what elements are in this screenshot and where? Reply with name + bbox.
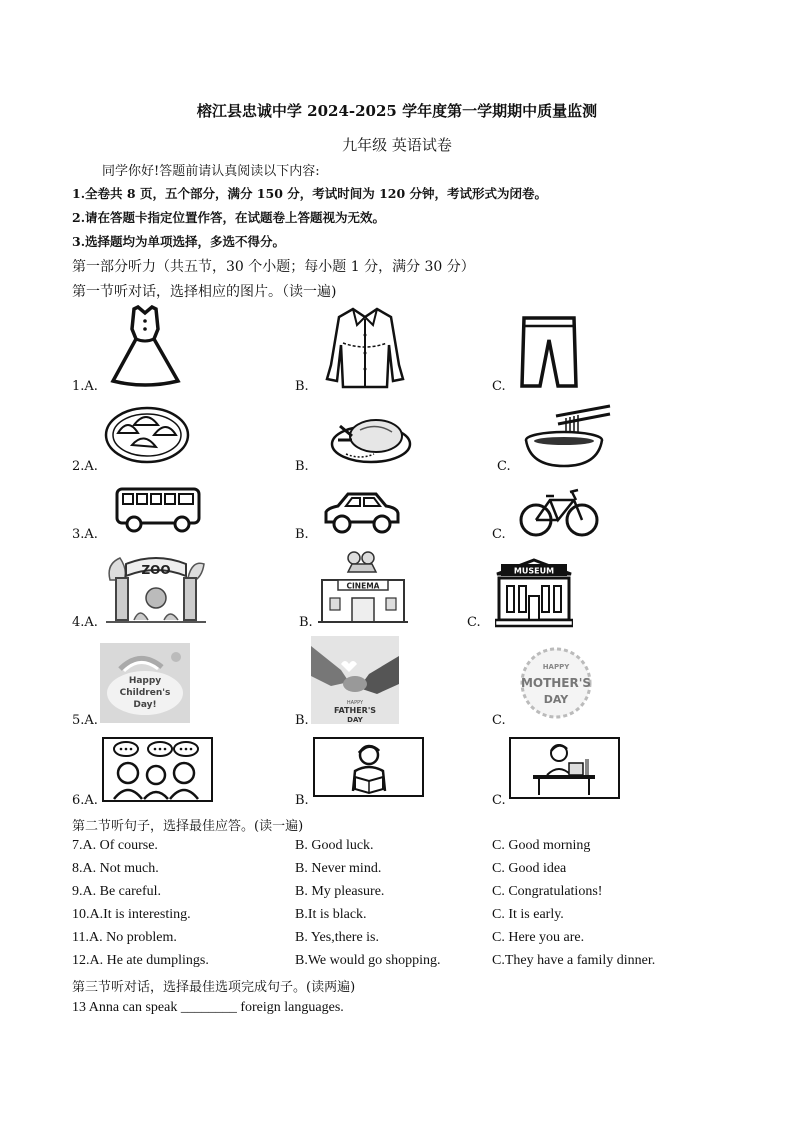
section3-title: 第三节听对话，选择最佳选项完成句子。(读两遍) <box>72 980 356 995</box>
mothers-day-text-3: DAY <box>543 693 569 706</box>
shirt-icon <box>325 305 405 389</box>
boy-reading-icon <box>313 737 424 797</box>
rule-1: 1.全卷共 8 页，五个部分，满分 150 分，考试时间为 120 分钟，考试形式为闭卷。 <box>72 186 548 201</box>
car-icon <box>322 488 402 536</box>
boy-computer-icon <box>509 737 620 799</box>
q1-label-a: 1.A. <box>72 379 98 394</box>
q1-label-b: B. <box>295 379 309 394</box>
q2-label-a: 2.A. <box>72 459 98 474</box>
childrens-day-text-3: Day! <box>133 700 157 710</box>
noodles-icon <box>522 402 612 468</box>
q1-label-c: C. <box>492 379 506 394</box>
bicycle-icon <box>518 486 600 538</box>
trousers-icon <box>518 314 580 388</box>
q11-option-a: 11.A. No problem. <box>72 930 177 945</box>
roast-chicken-icon <box>330 410 412 466</box>
part1-title: 第一部分听力（共五节，30 个小题；每小题 1 分，满分 30 分） <box>72 259 475 275</box>
q10-option-a: 10.A.It is interesting. <box>72 907 191 922</box>
section2-title: 第二节听句子，选择最佳应答。(读一遍) <box>72 819 304 834</box>
fathers-day-icon <box>311 636 399 724</box>
childrens-day-icon <box>100 643 190 723</box>
talking-group-icon <box>102 737 213 802</box>
fathers-day-text-3: DAY <box>347 716 363 724</box>
fathers-day-text-2: FATHER'S <box>333 706 377 715</box>
rule-3: 3.选择题均为单项选择，多选不得分。 <box>72 234 286 249</box>
q3-label-c: C. <box>492 527 506 542</box>
q10-option-c: C. It is early. <box>492 907 564 922</box>
q2-label-c: C. <box>497 459 511 474</box>
q13-text: 13 Anna can speak ________ foreign languages. <box>72 1000 344 1015</box>
cinema-icon <box>318 550 408 626</box>
bus-icon <box>114 486 202 534</box>
exam-subtitle: 九年级 英语试卷 <box>342 136 452 154</box>
q7-option-a: 7.A. Of course. <box>72 838 158 853</box>
zoo-sign-text: ZOO <box>141 563 171 577</box>
q11-option-b: B. Yes,there is. <box>295 930 380 945</box>
q8-option-c: C. Good idea <box>492 861 567 876</box>
q10-option-b: B.It is black. <box>295 907 367 922</box>
museum-sign-text: MUSEUM <box>513 566 555 576</box>
q9-option-a: 9.A. Be careful. <box>72 884 162 899</box>
q3-label-a: 3.A. <box>72 527 98 542</box>
q7-option-b: B. Good luck. <box>295 838 374 853</box>
cinema-sign-text: CINEMA <box>346 581 380 591</box>
q3-label-b: B. <box>295 527 309 542</box>
childrens-day-text-1: Happy <box>128 676 162 686</box>
dumplings-icon <box>104 403 190 465</box>
exam-title: 榕江县忠诚中学 2024-2025 学年度第一学期期中质量监测 <box>196 102 598 120</box>
mothers-day-icon <box>516 645 596 721</box>
q6-label-a: 6.A. <box>72 793 98 808</box>
q5-label-c: C. <box>492 713 506 728</box>
childrens-day-text-2: Children's <box>119 688 171 698</box>
notice: 同学你好!答题前请认真阅读以下内容: <box>102 164 320 179</box>
mothers-day-text-2: MOTHER'S <box>520 676 592 690</box>
q8-option-a: 8.A. Not much. <box>72 861 159 876</box>
fathers-day-text-1: HAPPY <box>346 700 364 706</box>
dress-icon <box>108 305 183 387</box>
q6-label-c: C. <box>492 793 506 808</box>
section1-title: 第一节听对话，选择相应的图片。（读一遍) <box>72 284 337 300</box>
q12-option-b: B.We would go shopping. <box>295 953 441 968</box>
rule-2: 2.请在答题卡指定位置作答，在试题卷上答题视为无效。 <box>72 210 386 225</box>
mothers-day-text-1: HAPPY <box>542 663 570 671</box>
q12-option-c: C.They have a family dinner. <box>492 953 656 968</box>
q5-label-b: B. <box>295 713 309 728</box>
museum-icon <box>495 558 573 628</box>
q5-label-a: 5.A. <box>72 713 98 728</box>
q4-label-b: B. <box>299 615 313 630</box>
q11-option-c: C. Here you are. <box>492 930 585 945</box>
q9-option-b: B. My pleasure. <box>295 884 385 899</box>
q2-label-b: B. <box>295 459 309 474</box>
zoo-icon <box>104 550 208 628</box>
q6-label-b: B. <box>295 793 309 808</box>
q7-option-c: C. Good morning <box>492 838 591 853</box>
q8-option-b: B. Never mind. <box>295 861 382 876</box>
q4-label-c: C. <box>467 615 481 630</box>
q4-label-a: 4.A. <box>72 615 98 630</box>
q12-option-a: 12.A. He ate dumplings. <box>72 953 209 968</box>
q9-option-c: C. Congratulations! <box>492 884 603 899</box>
